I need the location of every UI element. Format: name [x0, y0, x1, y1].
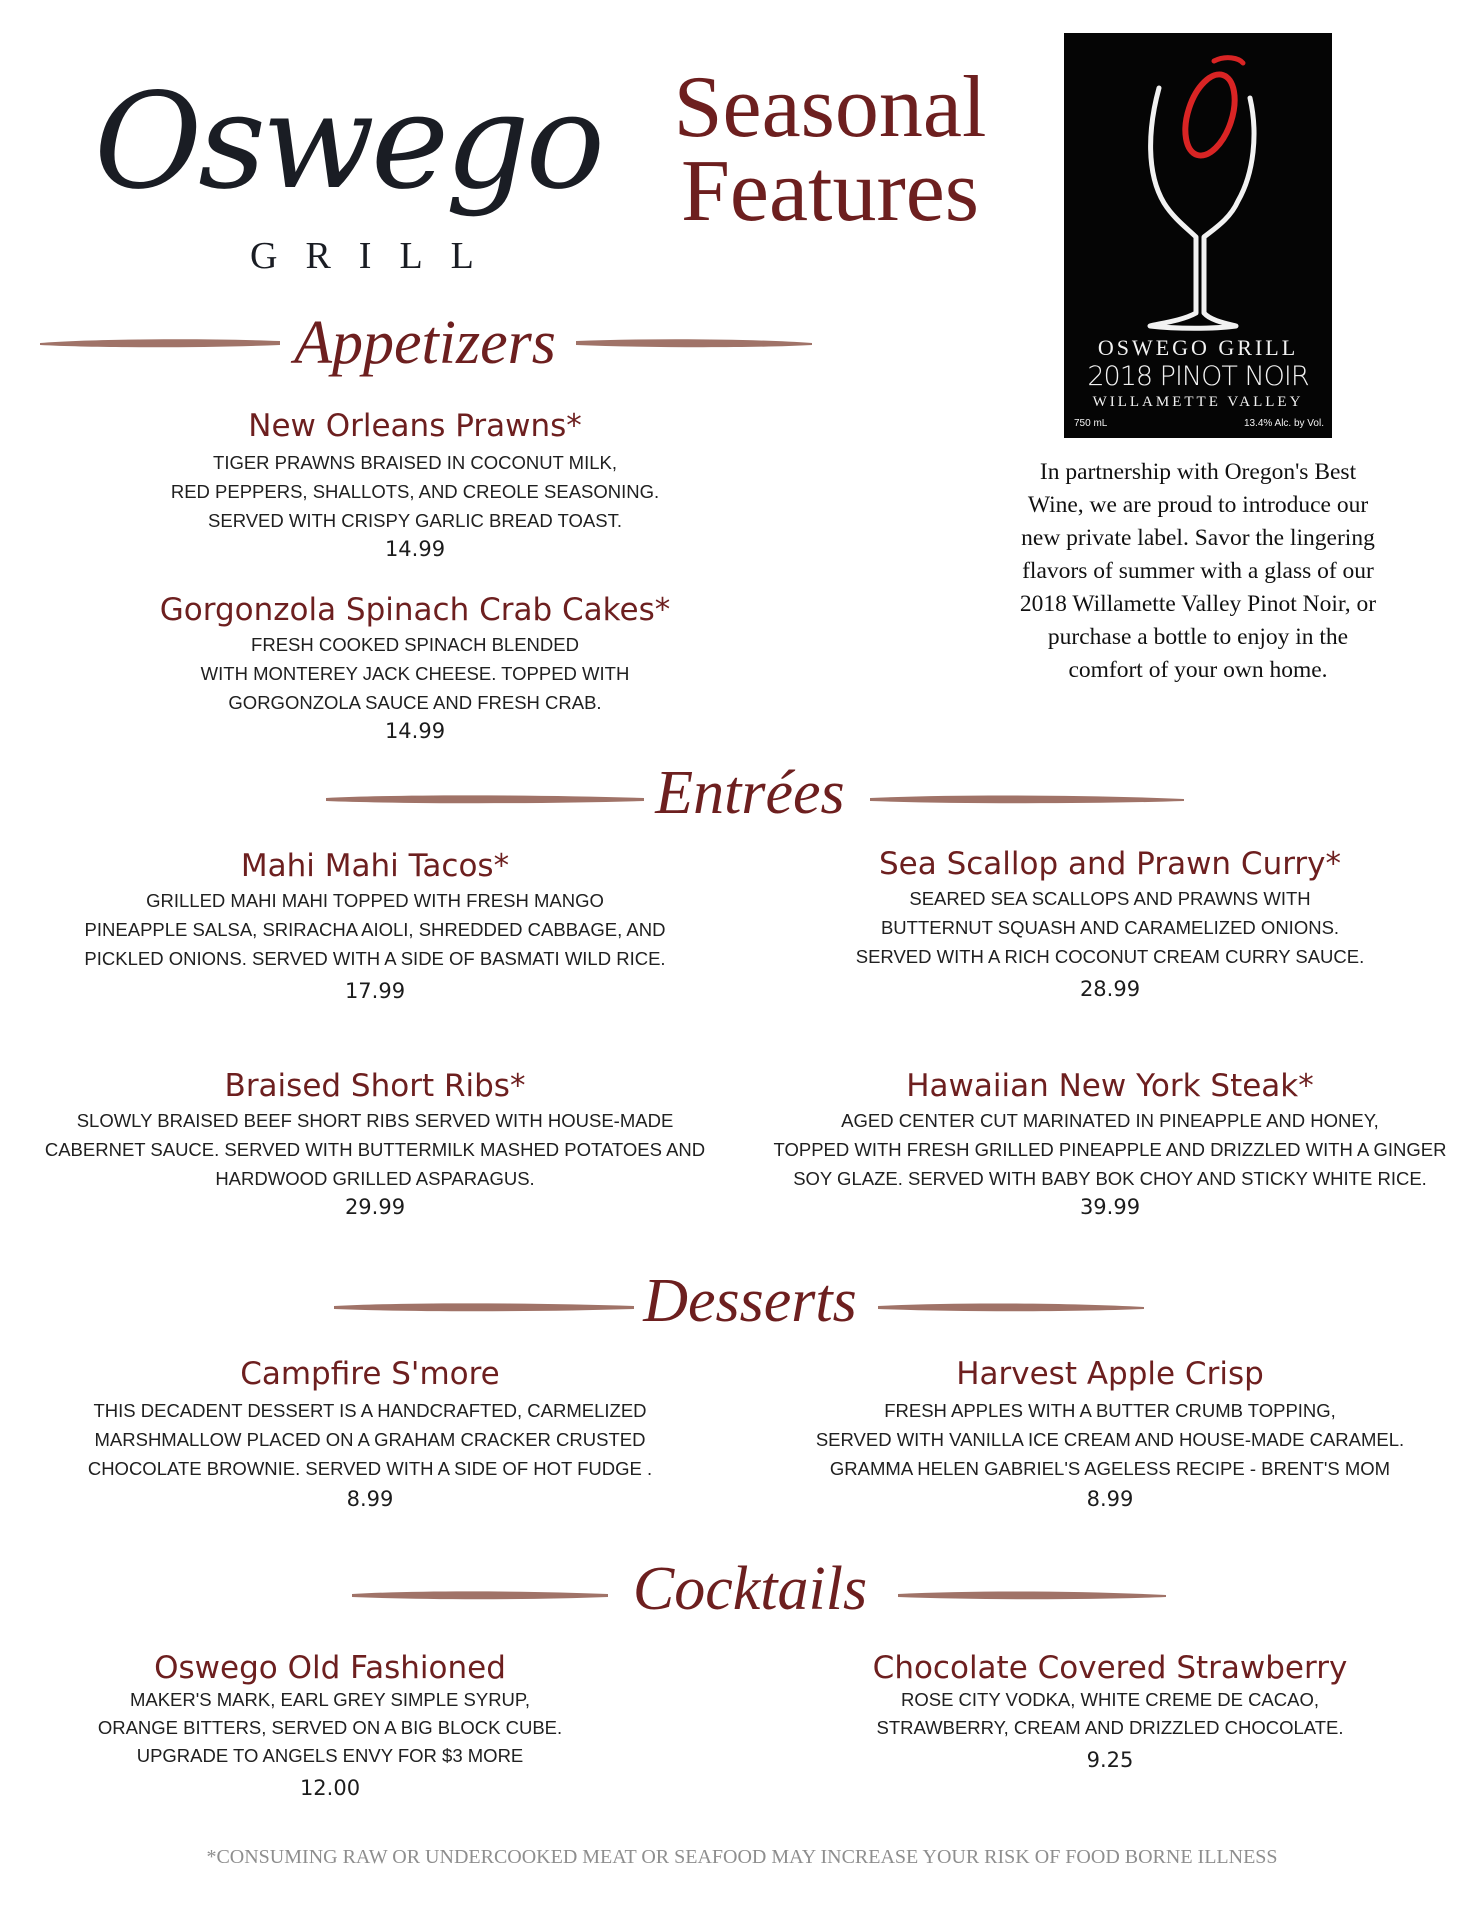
- wine-label: [1064, 33, 1332, 438]
- item-description-line: SEARED SEA SCALLOPS AND PRAWNS WITH: [909, 888, 1311, 909]
- partnership-line: purchase a bottle to enjoy in the: [1047, 624, 1349, 650]
- page-title-line1: Seasonal: [673, 59, 987, 156]
- item-description-line: GRILLED MAHI MAHI TOPPED WITH FRESH MANGO: [146, 890, 604, 911]
- menu-item: [30, 1068, 720, 1221]
- brush-divider-right: [898, 1588, 1166, 1602]
- menu-item: [740, 1068, 1480, 1221]
- logo-grill: GRILL: [250, 235, 502, 277]
- brush-divider-left: [40, 336, 280, 350]
- partnership-line: comfort of your own home.: [1068, 657, 1328, 683]
- item-price: 17.99: [344, 979, 406, 1003]
- section-title-desserts: Desserts: [643, 1267, 857, 1335]
- item-description: [740, 1106, 1480, 1193]
- partnership-line: 2018 Willamette Valley Pinot Noir, or: [1019, 591, 1377, 617]
- partnership-line: In partnership with Oregon's Best: [1039, 459, 1357, 485]
- item-description-line: AGED CENTER CUT MARINATED IN PINEAPPLE AND HONEY,: [841, 1110, 1379, 1131]
- item-description-line: GORGONZOLA SAUCE AND FRESH CRAB.: [228, 692, 602, 713]
- item-price: 9.25: [1086, 1748, 1134, 1772]
- item-description-line: RED PEPPERS, SHALLOTS, AND CREOLE SEASONING.: [170, 481, 660, 502]
- item-description-line: PINEAPPLE SALSA, SRIRACHA AIOLI, SHREDDED CABBAGE, AND: [84, 919, 666, 940]
- item-description-line: SERVED WITH CRISPY GARLIC BREAD TOAST.: [208, 510, 622, 531]
- item-title: Gorgonzola Spinach Crab Cakes*: [159, 592, 671, 628]
- item-description-line: UPGRADE TO ANGELS ENVY FOR $3 MORE: [136, 1745, 524, 1766]
- item-description-line: MARSHMALLOW PLACED ON A GRAHAM CRACKER CRUSTED: [94, 1429, 646, 1450]
- menu-item: [30, 848, 720, 1005]
- item-price: 14.99: [384, 537, 446, 561]
- item-description-line: CABERNET SAUCE. SERVED WITH BUTTERMILK MASHED POTATOES AND: [44, 1139, 706, 1160]
- item-description-line: TIGER PRAWNS BRAISED IN COCONUT MILK,: [213, 452, 617, 473]
- item-price: 14.99: [384, 719, 446, 743]
- item-title: Braised Short Ribs*: [224, 1068, 526, 1104]
- brush-divider-right: [870, 792, 1184, 806]
- partnership-line: new private label. Savor the lingering: [1021, 525, 1375, 551]
- menu-item: [150, 592, 680, 745]
- section-title-entrees: Entrées: [655, 759, 845, 827]
- item-description: [780, 1396, 1440, 1483]
- item-description-line: STRAWBERRY, CREAM AND DRIZZLED CHOCOLATE.: [876, 1717, 1344, 1738]
- brush-divider-left: [352, 1588, 608, 1602]
- wine-brand: OSWEGO GRILL: [1097, 335, 1299, 360]
- item-description-line: SERVED WITH A RICH COCONUT CREAM CURRY SAUCE.: [855, 946, 1365, 967]
- menu-item: [150, 408, 680, 563]
- page-title-line2: Features: [680, 143, 980, 240]
- item-description-line: ROSE CITY VODKA, WHITE CREME DE CACAO,: [900, 1689, 1320, 1710]
- brush-divider-left: [326, 792, 644, 806]
- page-title: [620, 59, 1040, 240]
- footer-disclaimer: *CONSUMING RAW OR UNDERCOOKED MEAT OR SEAFOOD MAY INCREASE YOUR RISK OF FOOD BORNE ILLNESS: [206, 1846, 1278, 1868]
- wine-glass-icon: [1064, 33, 1332, 353]
- menu-item: [780, 1356, 1440, 1513]
- item-title: Oswego Old Fashioned: [154, 1650, 506, 1686]
- partnership-line: Wine, we are proud to introduce our: [1027, 492, 1369, 518]
- section-title-appetizers: Appetizers: [294, 309, 556, 377]
- item-description-line: WITH MONTEREY JACK CHEESE. TOPPED WITH: [200, 663, 630, 684]
- item-price: 8.99: [346, 1487, 394, 1511]
- item-description: [150, 448, 680, 535]
- item-description-line: GRAMMA HELEN GABRIEL'S AGELESS RECIPE - BRENT'S MOM: [829, 1458, 1391, 1479]
- item-title: Mahi Mahi Tacos*: [240, 848, 510, 884]
- item-price: 39.99: [1079, 1195, 1141, 1219]
- item-description-line: PICKLED ONIONS. SERVED WITH A SIDE OF BASMATI WILD RICE.: [84, 948, 666, 969]
- brush-divider-right: [576, 336, 812, 350]
- item-title: Harvest Apple Crisp: [956, 1356, 1264, 1392]
- item-description-line: CHOCOLATE BROWNIE. SERVED WITH A SIDE OF HOT FUDGE .: [87, 1458, 653, 1479]
- brush-divider-right: [878, 1300, 1144, 1314]
- item-description-line: SLOWLY BRAISED BEEF SHORT RIBS SERVED WITH HOUSE-MADE: [76, 1110, 674, 1131]
- item-price: 29.99: [344, 1195, 406, 1219]
- item-description-line: FRESH COOKED SPINACH BLENDED: [251, 634, 579, 655]
- item-description-line: THIS DECADENT DESSERT IS A HANDCRAFTED, CARMELIZED: [93, 1400, 647, 1421]
- item-description-line: HARDWOOD GRILLED ASPARAGUS.: [215, 1168, 535, 1189]
- item-description-line: MAKER'S MARK, EARL GREY SIMPLE SYRUP,: [129, 1689, 531, 1710]
- item-title: Sea Scallop and Prawn Curry*: [878, 846, 1342, 882]
- item-price: 12.00: [299, 1776, 361, 1800]
- item-title: Campfire S'more: [240, 1356, 500, 1392]
- item-description: [30, 886, 720, 973]
- item-description-line: TOPPED WITH FRESH GRILLED PINEAPPLE AND DRIZZLED WITH A GINGER: [773, 1139, 1447, 1160]
- wine-vintage-name: 2018 PINOT NOIR: [1087, 361, 1309, 392]
- partnership-paragraph: [958, 456, 1438, 687]
- wine-region: WILLAMETTE VALLEY: [1092, 394, 1304, 410]
- item-description: [780, 1686, 1440, 1742]
- menu-item: [780, 1650, 1440, 1774]
- brush-divider-left: [334, 1300, 634, 1314]
- item-title: Hawaiian New York Steak*: [906, 1068, 1314, 1104]
- item-description-line: SOY GLAZE. SERVED WITH BABY BOK CHOY AND STICKY WHITE RICE.: [793, 1168, 1427, 1189]
- item-description-line: SERVED WITH VANILLA ICE CREAM AND HOUSE-MADE CARAMEL.: [815, 1429, 1405, 1450]
- item-description: [30, 1106, 720, 1193]
- wine-alcohol: 13.4% Alc. by Vol.: [1243, 418, 1324, 429]
- item-description-line: ORANGE BITTERS, SERVED ON A BIG BLOCK CUBE.: [97, 1717, 563, 1738]
- logo-script: Oswego: [94, 65, 602, 219]
- item-price: 8.99: [1086, 1487, 1134, 1511]
- logo: [88, 56, 602, 277]
- item-price: 28.99: [1079, 977, 1141, 1001]
- item-description: [50, 1686, 610, 1770]
- item-title: Chocolate Covered Strawberry: [872, 1650, 1348, 1686]
- menu-item: [770, 846, 1450, 1003]
- partnership-line: flavors of summer with a glass of our: [1022, 558, 1374, 584]
- menu-item: [50, 1650, 610, 1802]
- section-title-cocktails: Cocktails: [632, 1555, 868, 1623]
- item-description: [770, 884, 1450, 971]
- wine-volume: 750 mL: [1074, 418, 1108, 429]
- item-title: New Orleans Prawns*: [248, 408, 582, 444]
- item-description-line: FRESH APPLES WITH A BUTTER CRUMB TOPPING,: [884, 1400, 1336, 1421]
- item-description: [150, 630, 680, 717]
- item-description-line: BUTTERNUT SQUASH AND CARAMELIZED ONIONS.: [880, 917, 1340, 938]
- menu-item: [50, 1356, 690, 1513]
- item-description: [50, 1396, 690, 1483]
